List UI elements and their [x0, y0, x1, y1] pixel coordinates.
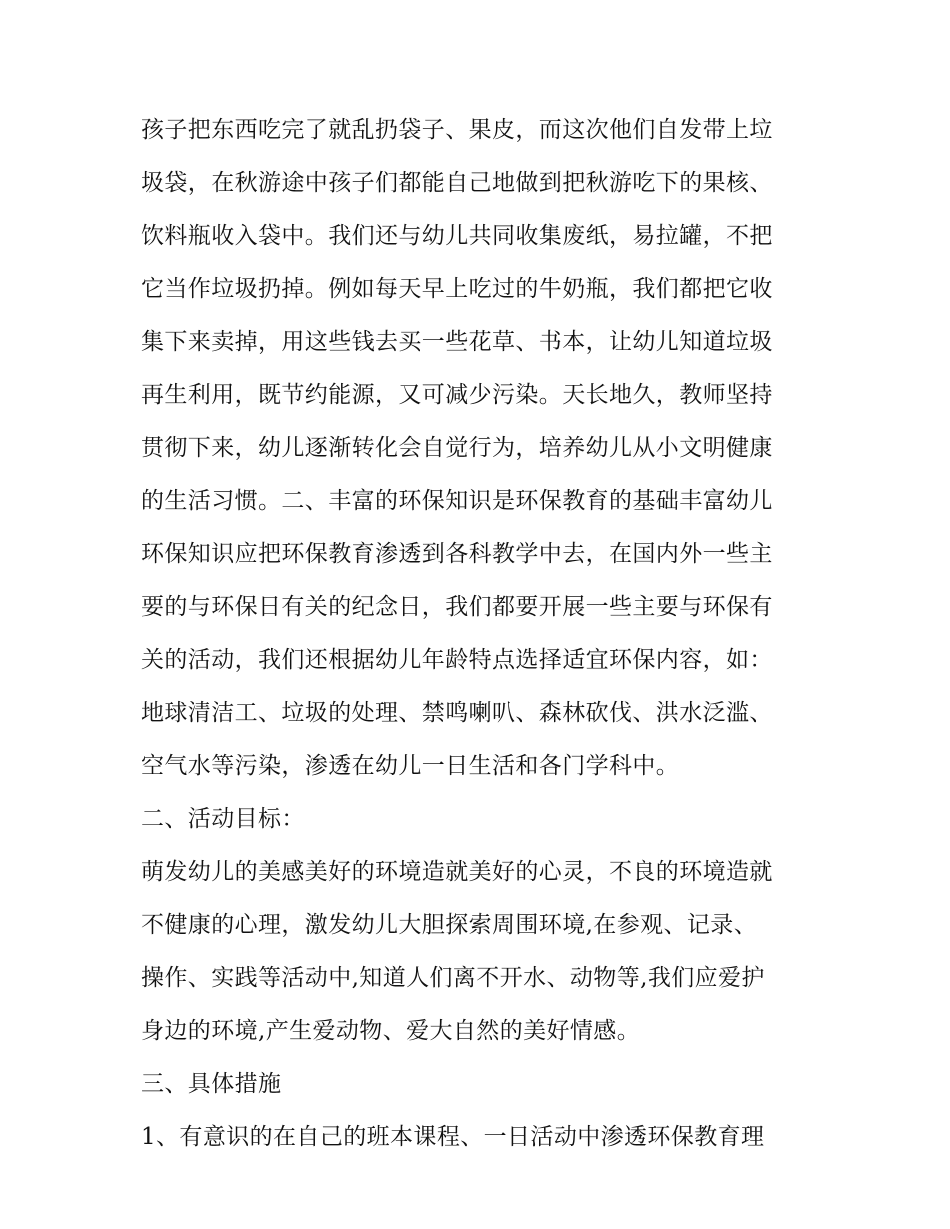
text-line: 身边的环境,产生爱动物、爱大自然的美好情感。	[141, 1018, 641, 1044]
text-line: 饮料瓶收入袋中。我们还与幼儿共同收集废纸，易拉罐，不把	[141, 223, 773, 249]
text-line: 圾袋，在秋游途中孩子们都能自己地做到把秋游吃下的果核、	[141, 170, 773, 196]
text-line: 1、有意识的在自己的班本课程、一日活动中渗透环保教育理	[141, 1124, 765, 1150]
text-line: 要的与环保日有关的纪念日，我们都要开展一些主要与环保有	[141, 594, 773, 620]
text-line: 环保知识应把环保教育渗透到各科教学中去，在国内外一些主	[141, 541, 773, 567]
text-line: 集下来卖掉，用这些钱去买一些花草、书本，让幼儿知道垃圾	[141, 329, 773, 355]
text-line: 地球清洁工、垃圾的处理、禁鸣喇叭、森林砍伐、洪水泛滥、	[141, 700, 773, 726]
text-line: 它当作垃圾扔掉。例如每天早上吃过的牛奶瓶，我们都把它收	[141, 276, 773, 302]
text-line: 关的活动，我们还根据幼儿年龄特点选择适宜环保内容，如：	[141, 647, 773, 673]
text-line: 的生活习惯。二、丰富的环保知识是环保教育的基础丰富幼儿	[141, 488, 773, 514]
section-heading: 三、具体措施	[141, 1071, 282, 1097]
text-line: 萌发幼儿的美感美好的环境造就美好的心灵，不良的环境造就	[141, 859, 773, 885]
section-heading: 二、活动目标：	[141, 806, 305, 832]
text-line: 空气水等污染，渗透在幼儿一日生活和各门学科中。	[141, 753, 680, 779]
text-line: 再生利用，既节约能源，又可减少污染。天长地久，教师坚持	[141, 382, 773, 408]
text-line: 贯彻下来，幼儿逐渐转化会自觉行为，培养幼儿从小文明健康	[141, 435, 773, 461]
text-line: 操作、实践等活动中,知道人们离不开水、动物等,我们应爱护	[141, 965, 765, 991]
text-line: 不健康的心理，激发幼儿大胆探索周围环境,在参观、记录、	[141, 912, 758, 938]
text-line: 孩子把东西吃完了就乱扔袋子、果皮，而这次他们自发带上垃	[141, 117, 773, 143]
